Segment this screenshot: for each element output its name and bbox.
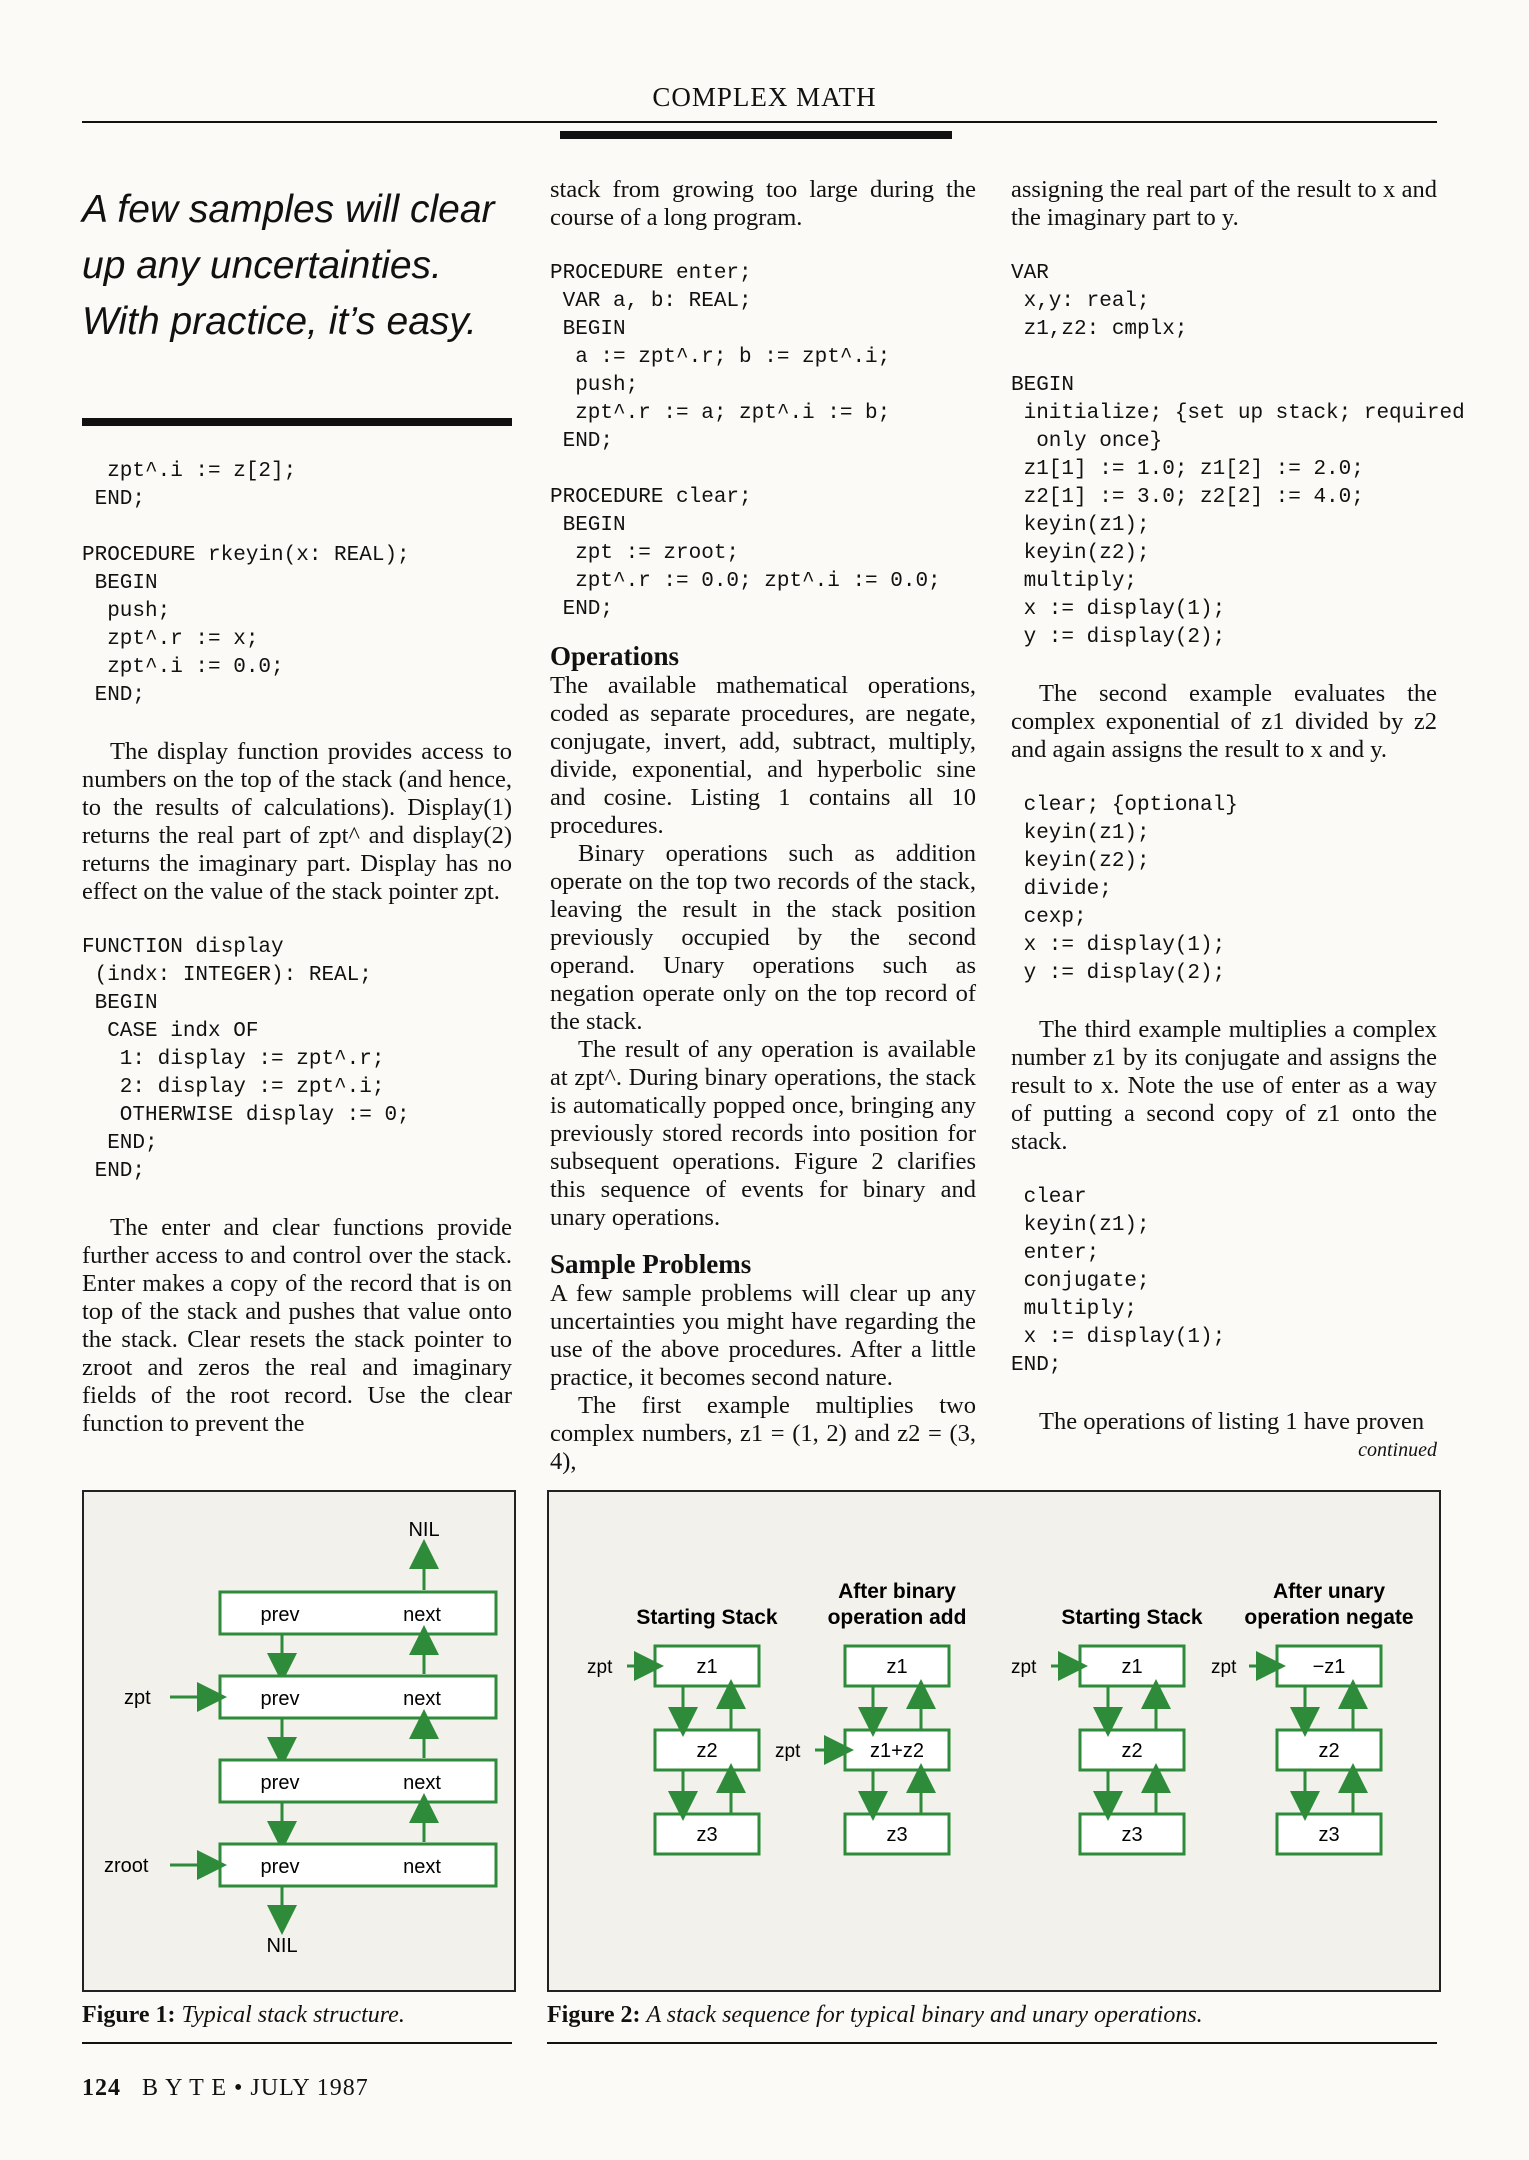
fig2-stage3-stack [1011, 1646, 1184, 1854]
heading-operations: Operations [550, 641, 680, 671]
figure-2-panel [547, 1490, 1441, 1992]
figure-1-panel [82, 1490, 516, 1992]
paragraph-enter-clear: The enter and clear functions provide further access to and control over the stack. Enter makes a copy of the record that is on top of the stack and pushes that value onto the stack. Clear resets the stack pointer to zroot and zeros the real and imaginary fields of the root record. Use the clear function to prevent the [82, 1214, 512, 1437]
paragraph-binary-ops: Binary operations such as addition operate on the top two records of the stack, leaving the result in the stack position previously occupied by the second operand. Unary operations such as negation operate only on the top record of the stack. [550, 840, 976, 1035]
figure-2-caption-text: A stack sequence for typical binary and unary operations. [646, 2002, 1203, 2028]
paragraph-assigning: assigning the real part of the result to x and the imaginary part to y. [1011, 176, 1437, 231]
fig2-box: −z1 [1312, 1656, 1346, 1678]
fig1-prev-label: prev [260, 1604, 300, 1626]
fig2-box: z3 [1318, 1824, 1340, 1846]
figure-2-diagram [549, 1492, 1439, 1990]
pull-quote: A few samples will clear up any uncertainties. With practice, it’s easy. [82, 188, 495, 343]
header-rule [82, 121, 1437, 123]
fig1-record-1 [220, 1592, 496, 1634]
running-title: COMPLEX MATH [652, 82, 877, 112]
fig1-nil-top: NIL [408, 1519, 440, 1541]
header-bar [560, 131, 952, 139]
fig1-prev-label: prev [260, 1688, 300, 1710]
fig2-stage3-title: Starting Stack [1061, 1606, 1203, 1629]
fig2-box: z3 [886, 1824, 908, 1846]
fig2-zpt-label: zpt [1211, 1657, 1237, 1678]
fig1-next-label: next [403, 1772, 441, 1794]
column-1 [82, 458, 512, 1438]
fig1-record-3 [220, 1760, 496, 1802]
fig2-stage2-title-line2: operation add [827, 1606, 967, 1629]
fig2-box: z2 [1121, 1740, 1143, 1762]
code-listing-example1: VAR x,y: real; z1,z2: cmplx; BEGIN initialize; {set up stack; required only once} z1[1] := 1.0; z1[2] := 2.0; z2[1] := 3.0; z2[2] := 4.0; keyin(z1); keyin(z2); multiply; x := display(1); y := display(2); [1011, 262, 1465, 649]
fig2-box: z2 [1318, 1740, 1340, 1762]
fig2-stage2-stack [775, 1646, 949, 1854]
figure-1-caption-rule [82, 2042, 512, 2044]
figure-1-diagram [84, 1492, 514, 1990]
fig1-record-2 [220, 1676, 496, 1718]
fig2-zpt-label: zpt [775, 1741, 801, 1762]
fig2-stage4-title-line1: After unary [1272, 1580, 1386, 1603]
code-listing-clear: PROCEDURE clear; BEGIN zpt := zroot; zpt^.r := 0.0; zpt^.i := 0.0; END; [550, 486, 941, 621]
fig2-box: z3 [1121, 1824, 1143, 1846]
figure-1-caption [82, 2002, 512, 2029]
code-listing-rkeyin: zpt^.i := z[2]; END; PROCEDURE rkeyin(x: REAL); BEGIN push; zpt^.r := x; zpt^.i := 0.0; END; [82, 460, 410, 707]
column-3 [1011, 176, 1465, 1464]
fig2-stage4-stack [1211, 1646, 1381, 1854]
page-number: 124 [82, 2075, 121, 2101]
fig2-box: z1 [1121, 1656, 1143, 1678]
fig2-stage2-title-line1: After binary [838, 1580, 956, 1603]
figure-2-caption [547, 2002, 1437, 2029]
fig1-zpt-label: zpt [124, 1687, 151, 1709]
pull-quote-rule [82, 418, 512, 426]
fig1-prev-label: prev [260, 1856, 300, 1878]
paragraph-third-example: The third example multiplies a complex number z1 by its conjugate and assigns the result to x. Note the use of enter as a way of putting a second copy of z1 onto the stack. [1011, 1016, 1437, 1155]
magazine-issue: B Y T E • JULY 1987 [142, 2075, 369, 2101]
paragraph-result: The result of any operation is available at zpt^. During binary operations, the stack is automatically popped once, bringing any previously stored records into position for subsequent operations. Figure 2 clarifies this sequence of events for binary and unary operations. [550, 1036, 976, 1231]
paragraph-samples: A few sample problems will clear up any uncertainties you might have regarding the use of the above procedures. After a little practice, it becomes second nature. [550, 1280, 976, 1391]
fig2-box: z1 [886, 1656, 908, 1678]
fig1-nil-bottom: NIL [266, 1935, 298, 1957]
fig2-box: z2 [696, 1740, 718, 1762]
fig1-record-4 [220, 1844, 496, 1886]
fig2-stage1-stack [587, 1646, 759, 1854]
fig2-stage1-title: Starting Stack [636, 1606, 778, 1629]
paragraph-operations-proven: The operations of listing 1 have proven [1039, 1408, 1425, 1435]
paragraph-display: The display function provides access to numbers on the top of the stack (and hence, to the results of calculations). Display(1) returns the real part of zpt^ and display(2) returns the imaginary part. Display has no effect on the value of the stack pointer zpt. [82, 738, 512, 905]
fig1-next-label: next [403, 1856, 441, 1878]
code-listing-enter: PROCEDURE enter; VAR a, b: REAL; BEGIN a := zpt^.r; b := zpt^.i; push; zpt^.r := a; zpt^.i := b; END; [550, 262, 891, 453]
heading-sample-problems: Sample Problems [550, 1249, 752, 1279]
fig1-zroot-label: zroot [104, 1855, 149, 1877]
paragraph-stack-growth: stack from growing too large during the course of a long program. [550, 176, 976, 231]
fig1-prev-label: prev [260, 1772, 300, 1794]
code-listing-display: FUNCTION display (indx: INTEGER): REAL; BEGIN CASE indx OF 1: display := zpt^.r; 2: display := zpt^.i; OTHERWISE display := 0; END; END; [82, 936, 410, 1183]
paragraph-first-example: The first example multiplies two complex numbers, z1 = (1, 2) and z2 = (3, 4), [550, 1392, 976, 1475]
paragraph-operations: The available mathematical operations, coded as separate procedures, are negate, conjugate, invert, add, subtract, multiply, divide, exponential, and hyperbolic sine and cosine. Listing 1 contains all 10 procedures. [550, 672, 976, 839]
code-listing-example3: clear keyin(z1); enter; conjugate; multiply; x := display(1); END; [1011, 1186, 1226, 1377]
fig2-box: z1 [696, 1656, 718, 1678]
fig2-zpt-label: zpt [1011, 1657, 1037, 1678]
figure-2-caption-rule [547, 2042, 1437, 2044]
continued-label: continued [1358, 1439, 1437, 1461]
fig2-zpt-label: zpt [587, 1657, 613, 1678]
fig2-box: z3 [696, 1824, 718, 1846]
figure-1-caption-text: Typical stack structure. [181, 2002, 405, 2028]
column-2 [550, 176, 976, 1476]
code-listing-example2: clear; {optional} keyin(z1); keyin(z2); divide; cexp; x := display(1); y := display(2); [1023, 794, 1238, 985]
fig1-next-label: next [403, 1688, 441, 1710]
figure-1-caption-label: Figure 1: [82, 2002, 176, 2028]
fig2-box: z1+z2 [870, 1740, 924, 1762]
fig1-next-label: next [403, 1604, 441, 1626]
fig2-stage4-title-line2: operation negate [1244, 1606, 1414, 1629]
page-footer [82, 2075, 369, 2102]
figure-2-caption-label: Figure 2: [547, 2002, 641, 2028]
paragraph-second-example: The second example evaluates the complex exponential of z1 divided by z2 and again assigns the result to x and y. [1011, 680, 1437, 763]
